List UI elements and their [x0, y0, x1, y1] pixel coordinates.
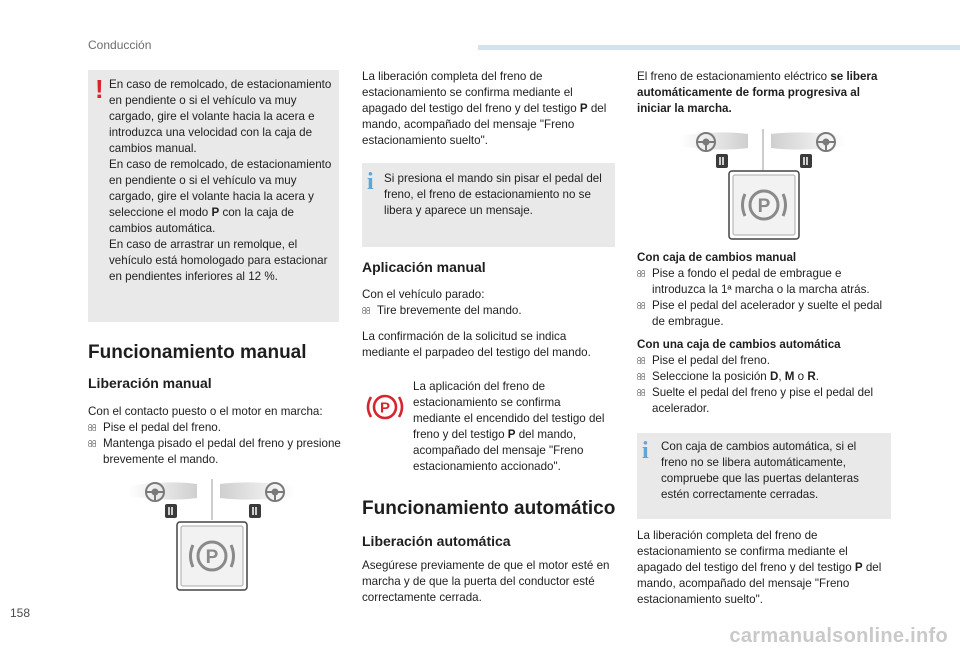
- parking-brake-warning-light-icon: [365, 392, 405, 422]
- heading-automatic-release: Liberación automática: [362, 533, 511, 549]
- info-box-1: [362, 163, 615, 247]
- automatic-gearbox-step-2: Seleccione la posición D, M o R.: [652, 370, 819, 383]
- svg-text:P: P: [205, 547, 219, 568]
- heading-manual-apply: Aplicación manual: [362, 259, 486, 275]
- info-box-2: [637, 433, 891, 519]
- manual-release-intro: Con el contacto puesto o el motor en marcha:: [88, 405, 323, 418]
- manual-gearbox-step-1: Pise a fondo el pedal de embrague e introduzca la 1ª marcha o la marcha atrás.: [652, 267, 870, 296]
- final-release-text: La liberación completa del freno de estacionamiento se confirma mediante el apagado del testigo del freno y del testigo P del mando, acompañado del mensaje "Freno estacionamiento suelto".: [637, 529, 882, 606]
- apply-result-text: La aplicación del freno de estacionamiento se confirma mediante el encendido del testigo del freno y del testigo P del mando, acompañado del mensaje "Freno estacionamiento accionado".: [413, 380, 605, 473]
- apply-step-1: Tire brevemente del mando.: [377, 304, 522, 317]
- automatic-release-intro: Asegúrese previamente de que el motor esté en marcha y de que la puerta del conductor esté correctamente cerrada.: [362, 559, 610, 604]
- header-bar: [478, 45, 960, 50]
- info-text-1: Si presiona el mando sin pisar el pedal del freno, el freno de estacionamiento no se libera y aparece un mensaje.: [384, 172, 602, 217]
- warning-text-2: En caso de remolcado, de estacionamiento en pendiente o si el vehículo va muy cargado, gire el volante hacia la acera y seleccione el modo P con la caja de cambios automática.: [109, 158, 332, 235]
- heading-automatic-operation: Funcionamiento automático: [362, 498, 616, 519]
- release-confirmation-text: La liberación completa del freno de estacionamiento se confirma mediante el apagado del testigo del freno y del testigo P del mando, acompañado del mensaje "Freno estacionamiento suelto".: [362, 70, 607, 147]
- info-icon: i: [367, 169, 374, 195]
- info-icon-2: i: [642, 438, 649, 464]
- info-text-2: Con caja de cambios automática, si el freno no se libera automáticamente, compruebe que las puertas delanteras estén correctamente cerradas.: [661, 440, 859, 501]
- parking-brake-switch-icon-2: [728, 170, 800, 240]
- watermark: carmanualsonline.info: [729, 625, 948, 647]
- svg-text:P: P: [379, 399, 391, 417]
- automatic-gearbox-heading: Con una caja de cambios automática: [637, 338, 841, 351]
- automatic-gearbox-step-3: Suelte el pedal del freno y pise el pedal del acelerador.: [652, 386, 874, 415]
- apply-intro: Con el vehículo parado:: [362, 288, 485, 301]
- manual-release-step-2: Mantenga pisado el pedal del freno y presione brevemente el mando.: [103, 437, 341, 466]
- manual-gearbox-step-2: Pise el pedal del acelerador y suelte el pedal de embrague.: [652, 299, 883, 328]
- warning-box: [88, 70, 339, 322]
- automatic-gearbox-step-1: Pise el pedal del freno.: [652, 354, 770, 367]
- auto-release-intro: El freno de estacionamiento eléctrico se libera automáticamente de forma progresiva al iniciar la marcha.: [637, 70, 878, 115]
- heading-manual-operation: Funcionamiento manual: [88, 342, 307, 363]
- parking-brake-switch-icon: [176, 521, 248, 591]
- svg-text:P: P: [757, 196, 771, 217]
- warning-text-1: En caso de remolcado, de estacionamiento en pendiente o si el vehículo va muy cargado, gire el volante hacia la acera e introduzca una velocidad con la caja de cambios manual.: [109, 78, 332, 155]
- manual-release-step-1: Pise el pedal del freno.: [103, 421, 221, 434]
- section-title: Conducción: [88, 38, 152, 52]
- warning-exclamation-icon: !: [95, 74, 104, 104]
- heading-manual-release: Liberación manual: [88, 375, 212, 391]
- foot-on-pedal-icon: [165, 504, 177, 518]
- manual-gearbox-heading: Con caja de cambios manual: [637, 251, 797, 264]
- warning-text-3: En caso de arrastrar un remolque, el vehículo está homologado para estacionar en pendientes inferiores al 12 %.: [109, 238, 328, 283]
- steering-wheel-control-illustration-2: [676, 126, 851, 172]
- page-number: 158: [10, 606, 31, 620]
- steering-wheel-control-illustration: [125, 476, 300, 522]
- apply-confirm-text: La confirmación de la solicitud se indica mediante el parpadeo del testigo del mando.: [362, 330, 591, 359]
